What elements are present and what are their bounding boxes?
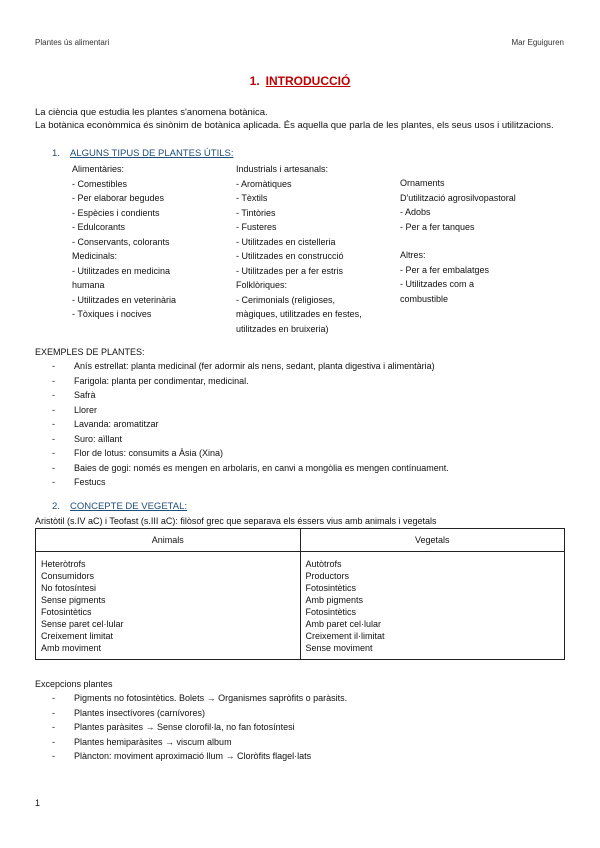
bullet-dash: - [52, 433, 55, 444]
cell-line: Fotosintètics [305, 607, 357, 617]
intro-line: La ciència que estudia les plantes s'anomena botànica. [35, 107, 268, 118]
list-item: - Adobs [400, 207, 431, 217]
list-item: màgiques, utilitzades en festes, [236, 309, 362, 319]
list-item: - Per a fer embalatges [400, 264, 490, 275]
list-item: - Utilitzades en cistelleria [236, 236, 336, 247]
bullet-dash: - [52, 707, 55, 718]
bullet-dash: - [52, 751, 55, 761]
aristotil-note: Aristòtil (s.IV aC) i Teofast (s.III aC): filòsof grec que separava els éssers vius amb animals i vegetals [35, 516, 437, 526]
table-cell-vegetals [300, 552, 565, 660]
section-number: 1. [52, 148, 60, 159]
list-item-text: Safrà [74, 390, 96, 400]
list-item: D'utilització agrosilvopastoral [400, 192, 516, 203]
cell-line: Amb moviment [41, 643, 102, 653]
table-header-row [36, 529, 565, 552]
bullet-dash: - [52, 390, 55, 400]
cell-line: Amb pigments [305, 595, 364, 605]
list-item: - Tintòries [236, 207, 276, 218]
exceptions-heading: Excepcions plantes [35, 679, 113, 689]
section-heading-1 [52, 148, 233, 159]
bullet-dash: - [52, 693, 55, 703]
table-cell-animals [36, 552, 301, 660]
cell-line: Consumidors [41, 571, 95, 581]
list-item: - Per a fer tanques [400, 221, 475, 232]
list-item-text: Plantes insectívores (carnívores) [74, 707, 206, 718]
list-item [52, 720, 347, 735]
cell-line: Sense paret cel·lular [41, 619, 124, 629]
list-item: Industrials i artesanals: [236, 164, 329, 174]
list-item: - Fusteres [236, 222, 277, 232]
section-number: 2. [52, 501, 60, 512]
list-item: Medicinals: [72, 251, 118, 261]
cell-line: Creixement il·limitat [305, 631, 385, 641]
list-item [52, 706, 347, 721]
page-title [0, 74, 600, 88]
cell-line: Amb paret cel·lular [305, 619, 382, 629]
list-item: Ornaments [400, 178, 445, 188]
list-item: - Utilitzades en medicina [72, 265, 171, 276]
plant-types-column-3 [400, 176, 516, 234]
list-item [52, 403, 449, 418]
table-header-animals: Animals [36, 529, 301, 552]
intro-paragraph [35, 106, 554, 132]
plant-types-column-2 [236, 162, 362, 336]
section-title: ALGUNS TIPUS DE PLANTES ÚTILS: [70, 148, 234, 159]
bullet-dash: - [52, 462, 55, 473]
list-item: - Comestibles [72, 178, 128, 189]
table-header-vegetals: Vegetals [300, 529, 565, 552]
bullet-dash: - [52, 448, 55, 458]
list-item: - Utilitzades en veterinària [72, 294, 177, 305]
bullet-dash: - [52, 722, 55, 732]
title-text: INTRODUCCIÓ [265, 74, 351, 88]
list-item-text: Farigola: planta per condimentar, medicinal. [74, 375, 249, 386]
list-item: - Tèxtils [236, 193, 268, 203]
list-item-text: Llorer [74, 404, 98, 415]
list-item-text: Suro: aïllant [74, 433, 123, 444]
list-item-text: Plantes hemiparàsites → viscum album [74, 736, 232, 747]
list-item: - Edulcorants [72, 222, 126, 232]
list-item: - Utilitzades per a fer estris [236, 265, 344, 276]
cell-line: Sense moviment [305, 643, 373, 653]
cell-line: Fotosintètics [305, 583, 357, 593]
animals-vegetals-table [35, 528, 565, 660]
list-item-text: Baies de gogi: només es mengen en arbolaris, en canvi a mongòlia es mengen contínuament. [74, 462, 449, 473]
cell-line: Fotosintètics [41, 607, 92, 617]
list-item-text: Festucs [74, 477, 106, 487]
plant-types-column-3-others [400, 248, 489, 306]
cell-line: Autòtrofs [305, 559, 342, 569]
bullet-dash: - [52, 736, 55, 747]
plant-types-column-1 [72, 162, 176, 322]
intro-line: La botànica econòmmica és sinònim de botànica aplicada. És aquella que parla de les plantes, els seus usos i utilitzacions. [35, 120, 554, 131]
list-item [52, 388, 449, 403]
list-item [52, 446, 449, 461]
list-item: Alimentàries: [72, 164, 125, 174]
cell-line: Heteròtrofs [41, 559, 86, 569]
list-item: - Conservants, colorants [72, 236, 170, 247]
list-item-text: Flor de lotus: consumits a Àsia (Xina) [74, 448, 224, 458]
page-number: 1 [35, 798, 41, 808]
cell-line: Sense pigments [41, 595, 106, 605]
list-item: - Espècies i condients [72, 207, 160, 218]
list-item [52, 475, 449, 490]
list-item: combustible [400, 293, 449, 304]
list-item [52, 359, 449, 374]
list-item-text: Pigments no fotosintètics. Bolets → Organismes sapròfits o paràsits. [74, 693, 348, 703]
bullet-dash: - [52, 477, 55, 487]
bullet-dash: - [52, 375, 55, 386]
header-left: Plantes ús alimentari [35, 38, 110, 47]
cell-line: No fotosíntesi [41, 583, 97, 593]
list-item: - Utilitzades en construcció [236, 251, 344, 261]
cell-line: Productors [305, 571, 350, 581]
section-title: CONCEPTE DE VEGETAL: [70, 501, 188, 512]
bullet-dash: - [52, 404, 55, 415]
list-item: - Utilitzades com a [400, 279, 475, 289]
list-item [52, 735, 347, 750]
list-item-text: Anís estrellat: planta medicinal (fer adormir als nens, sedant, planta digestiva i alimentària) [74, 361, 435, 371]
list-item: - Tòxiques i nocives [72, 309, 152, 319]
table-row [36, 552, 565, 660]
list-item: Altres: [400, 250, 426, 260]
list-item: utilitzades en bruixeria) [236, 323, 329, 334]
list-item [52, 417, 449, 432]
list-item: humana [72, 280, 105, 290]
list-item [52, 432, 449, 447]
list-item: Folklòriques: [236, 280, 288, 290]
title-number: 1. [249, 74, 260, 88]
exceptions-list [52, 691, 347, 764]
list-item [52, 749, 347, 764]
list-item: - Cerimonials (religioses, [236, 294, 336, 305]
list-item-text: Plantes paràsites → Sense clorofil·la, no fan fotosíntesi [74, 722, 295, 732]
examples-list [52, 359, 449, 490]
bullet-dash: - [52, 361, 55, 371]
list-item [52, 374, 449, 389]
cell-line: Creixement limitat [41, 631, 114, 641]
list-item: - Per elaborar begudes [72, 193, 165, 203]
list-item [52, 461, 449, 476]
list-item-text: Plàncton: moviment aproximació llum → Cloròfits flagel·lats [74, 751, 312, 761]
section-heading-2 [52, 501, 187, 512]
bullet-dash: - [52, 419, 55, 429]
list-item [52, 691, 347, 706]
list-item: - Aromàtiques [236, 178, 292, 189]
header-right: Mar Eguiguren [511, 38, 564, 47]
list-item-text: Lavanda: aromatitzar [74, 419, 159, 429]
examples-heading: EXEMPLES DE PLANTES: [35, 347, 145, 357]
